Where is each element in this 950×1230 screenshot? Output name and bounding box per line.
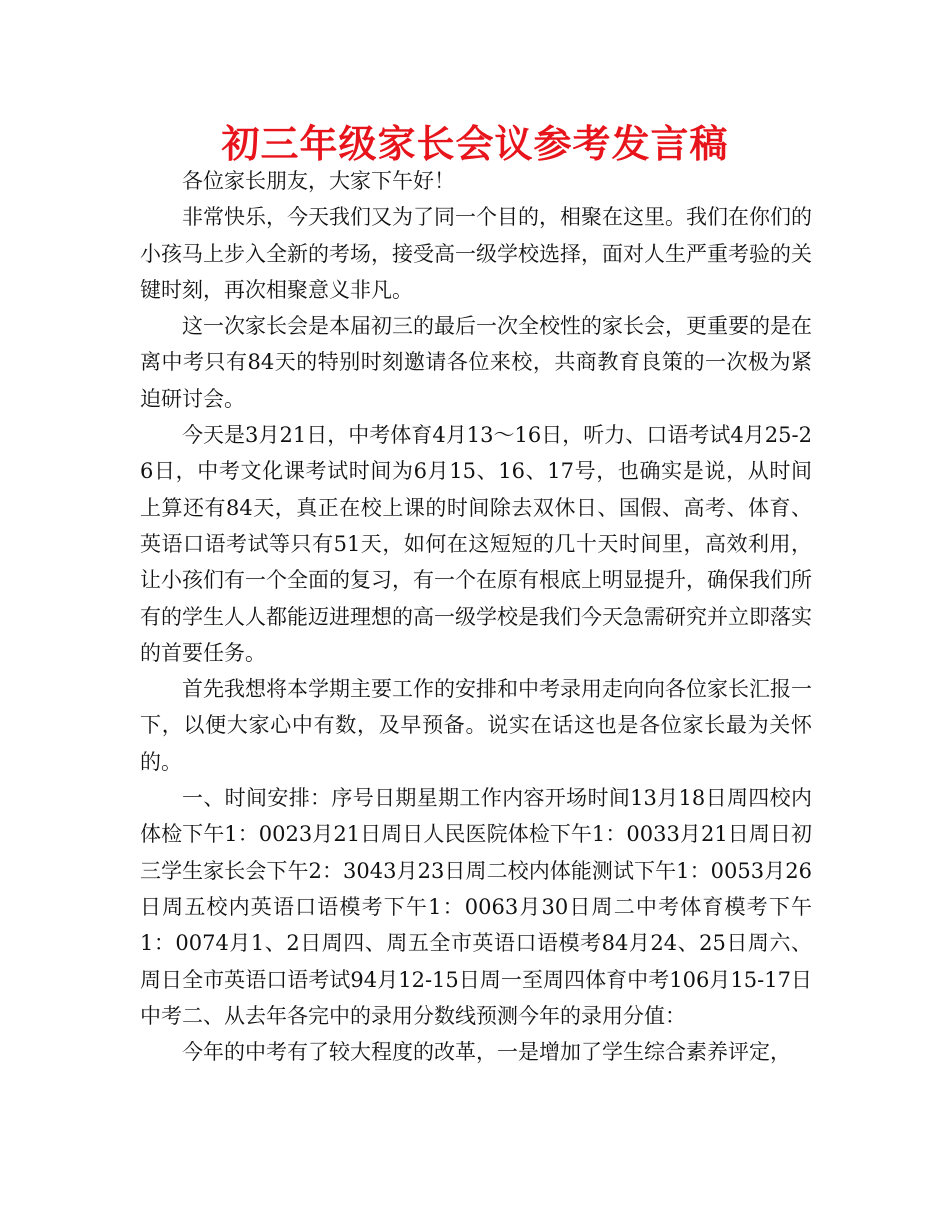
document-body: [140, 163, 812, 1070]
paragraph-report-intro: 首先我想将本学期主要工作的安排和中考录用走向向各位家长汇报一下，以便大家心中有数，及早预备。说实在话这也是各位家长最为关怀的。: [140, 677, 812, 774]
paragraph-time-arrangement: 一、时间安排：序号日期星期工作内容开场时间13月18日周四校内体检下午1：0023月21日周日人民医院体检下午1：0033月21日周日初三学生家长会下午2：3043月23日周二校内体能测试下午1：0053月26日周五校内英语口语模考下午1：0063月30日周二中考体育模考下午1：0074月1、2日周四、周五全市英语口语模考84月24、25日周六、周日全市英语口语考试94月12-15日周一至周四体育中考106月15-17日中考二、从去年各完中的录用分数线预测今年的录用分值：: [140, 786, 812, 1028]
paragraph-meeting-purpose: 这一次家长会是本届初三的最后一次全校性的家长会，更重要的是在离中考只有84天的特别时刻邀请各位来校，共商教育良策的一次极为紧迫研讨会。: [140, 314, 812, 411]
document-title: 初三年级家长会议参考发言稿: [221, 122, 729, 166]
paragraph-greeting: 各位家长朋友，大家下午好！: [182, 169, 455, 193]
paragraph-opening: 非常快乐，今天我们又为了同一个目的，相聚在这里。我们在你们的小孩马上步入全新的考场，接受高一级学校选择，面对人生严重考验的关键时刻，再次相聚意义非凡。: [140, 205, 812, 302]
paragraph-schedule-overview: 今天是3月21日，中考体育4月13～16日，听力、口语考试4月25-26日，中考文化课考试时间为6月15、16、17号，也确实是说，从时间上算还有84天，真正在校上课的时间除去双休日、国假、高考、体育、英语口语考试等只有51天，如何在这短短的几十天时间里，高效利用，让小孩们有一个全面的复习，有一个在原有根底上明显提升，确保我们所有的学生人人都能迈进理想的高一级学校是我们今天急需研究并立即落实的首要任务。: [140, 423, 812, 665]
paragraph-reform: 今年的中考有了较大程度的改革，一是增加了学生综合素养评定，: [182, 1040, 791, 1065]
